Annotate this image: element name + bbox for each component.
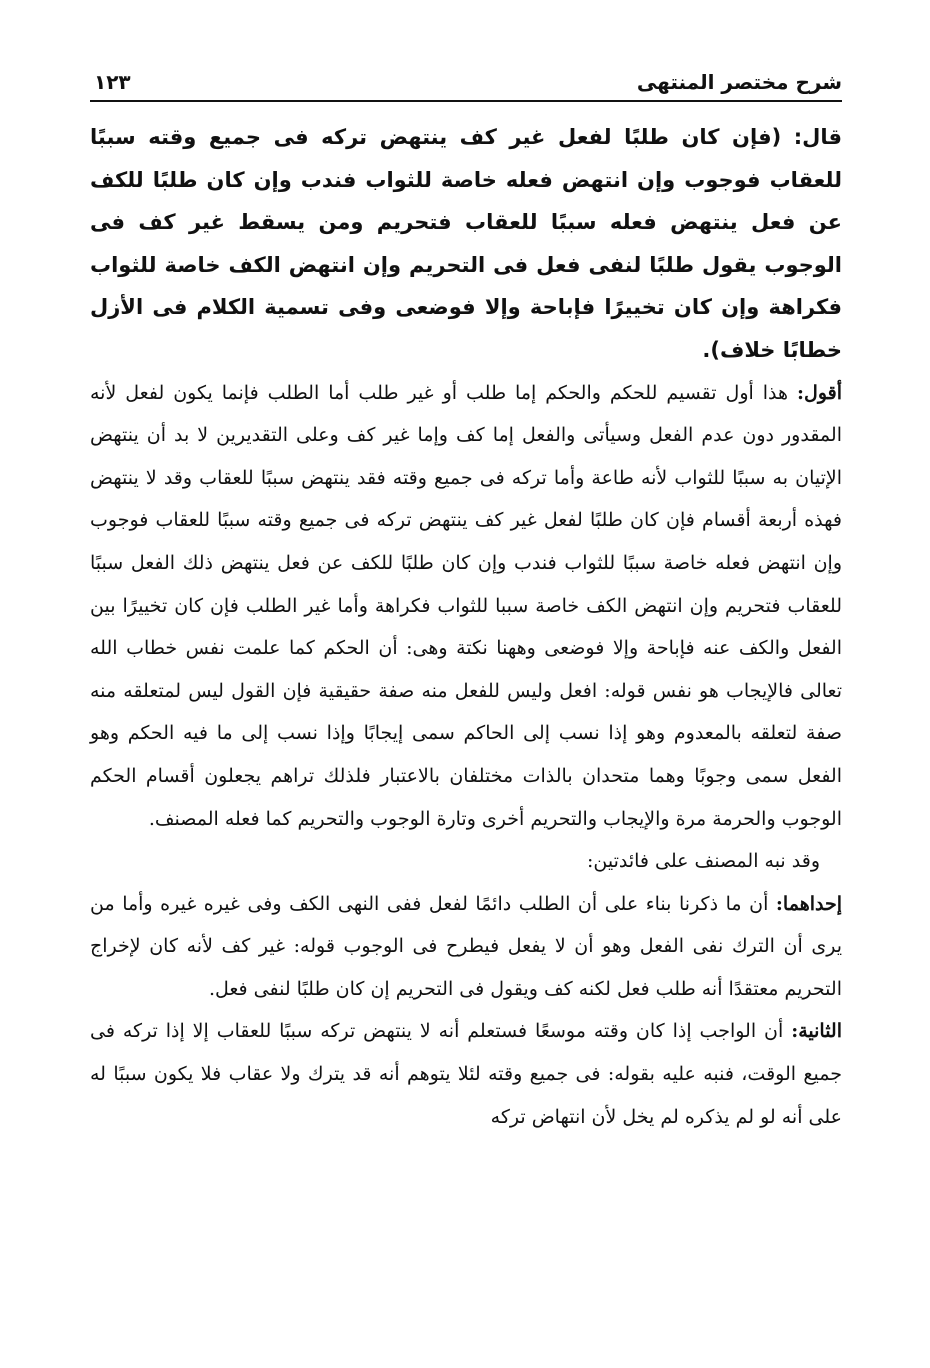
aqul-label: أقول:	[797, 381, 842, 404]
aqul-paragraph	[90, 372, 842, 841]
first-benefit-paragraph	[90, 883, 842, 1011]
book-page	[90, 66, 842, 1138]
second-benefit-label: الثانية:	[791, 1020, 842, 1043]
running-header	[90, 66, 842, 102]
first-benefit-text: أن ما ذكرنا بناء على أن الطلب دائمًا لفعل ففى النهى الكف وفى غيره غيره وأما من يرى أن الترك نفى الفعل وهو أن لا يفعل فيطرح فى الوجوب قوله: غير كف لأنه كان لإخراج التحريم معتقدًا أنه طلب فعل لكنه كف ويقول فى التحريم إن كان طلبًا لنفى فعل.	[90, 892, 842, 1000]
book-title: شرح مختصر المنتهى	[636, 70, 842, 94]
aqul-text: هذا أول تقسيم للحكم والحكم إما طلب أو غير طلب أما الطلب فإنما يكون لفعل لأنه المقدور دون عدم الفعل وسيأتى والفعل إما كف وإما غير كف وعلى التقديرين لا بد أن ينتهض الإتيان به سببًا للثواب لأنه طاعة وأما تركه فى جميع وقته فقد ينتهض سببًا للعقاب وقد لا ينتهض فهذه أربعة أقسام فإن كان طلبًا لفعل غير كف ينتهض تركه فى جميع وقته سببًا للعقاب فوجوب وإن انتهض فعله خاصة سببًا للثواب فندب وإن كان طلبًا للكف عن فعل ينتهض ذلك الفعل سببًا للعقاب فتحريم وإن انتهض الكف خاصة سببا للثواب فكراهة وأما غير الطلب فإن كان تخييرًا بين الفعل والكف عنه فإباحة وإلا فوضعى وههنا نكتة وهى: أن الحكم كما علمت نفس خطاب الله تعالى فالإيجاب هو نفس قوله: افعل وليس للفعل منه صفة حقيقية فإن القول ليس لمتعلقه منه صفة لتعلقه بالمعدوم وهو إذا نسب إلى الحاكم سمى إيجابًا وإذا نسب إلى ما فيه الحكم وهو الفعل سمى وجوبًا وهما متحدان بالذات مختلفان بالاعتبار فلذلك تراهم يجعلون أقسام الحكم الوجوب والحرمة مرة والإيجاب والتحريم أخرى وتارة الوجوب والتحريم كما فعله المصنف.	[90, 381, 842, 830]
page-number: ١٢٣	[94, 70, 131, 94]
matn-paragraph: قال: (فإن كان طلبًا لفعل غير كف ينتهض تركه فى جميع وقته سببًا للعقاب فوجوب وإن انتهض فعله خاصة للثواب فندب وإن كان طلبًا للكف عن فعل ينتهض فعله سببًا للعقاب فتحريم ومن يسقط غير كف فى الوجوب يقول طلبًا لنفى فعل فى التحريم وإن انتهض الكف خاصة للثواب فكراهة وإن كان تخييرًا فإباحة وإلا فوضعى وفى تسمية الكلام فى الأزل خطابًا خلاف).	[90, 125, 842, 362]
second-benefit-paragraph	[90, 1010, 842, 1138]
page-body	[90, 116, 842, 1138]
first-benefit-label: إحداهما:	[775, 892, 842, 915]
second-benefit-text: أن الواجب إذا كان وقته موسعًا فستعلم أنه لا ينتهض تركه سببًا للعقاب إلا إذا تركه فى جميع الوقت، فنبه عليه بقوله: فى جميع وقته لئلا يتوهم أنه قد يترك ولا عقاب فلا يكون سببًا له على أنه لو لم يذكره لم يخل لأن انتهاض تركه	[90, 1020, 842, 1128]
notice-line: وقد نبه المصنف على فائدتين:	[586, 850, 820, 873]
